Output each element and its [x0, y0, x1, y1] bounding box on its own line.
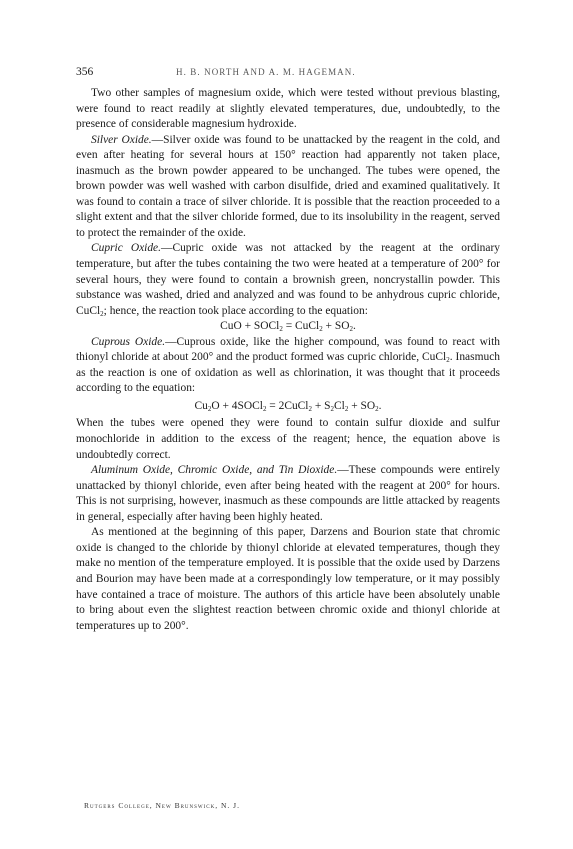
page-header	[76, 64, 500, 80]
equation-term: O + 4SOCl	[211, 399, 263, 412]
equation-term: .	[378, 399, 382, 412]
paragraph-text: . Inasmuch as the reaction is one of oxidation as well as chlorination, it was thought that it proceeds according to the equation:	[76, 351, 500, 395]
section-heading-cuprous-oxide: Cuprous Oxide.	[91, 335, 166, 348]
author-affiliation: Rutgers College, New Brunswick, N. J.	[84, 801, 240, 810]
equation-term: = 2CuCl	[266, 399, 309, 412]
paragraph-cupric-oxide	[76, 241, 500, 319]
section-heading-aluminum-chromic-tin: Aluminum Oxide, Chromic Oxide, and Tin Dioxide.	[91, 464, 338, 477]
subscript: 2	[279, 325, 283, 334]
paragraph-text: When the tubes were opened they were found to contain sulfur dioxide and sulfur monochloride in addition to the excess of the reagent; hence, the equation above is undoubtedly correct.	[76, 417, 500, 461]
subscript: 2	[262, 404, 267, 413]
equation-term: .	[352, 320, 356, 333]
paragraph-cuprous-oxide	[76, 335, 500, 397]
subscript: 2	[207, 404, 212, 413]
paragraph-text: —These compounds were entirely unattacked by thionyl chloride, even after being heated with the reagent at 200° for hours. This is not surprising, however, inasmuch as these compounds are little attacked by reagents in general, especially after having been highly heated.	[76, 464, 501, 523]
subscript: 2	[308, 404, 312, 413]
paragraph-text: —Cuprous oxide, like the higher compound, was found to react with thionyl chloride at about 200° and the product formed was cupric chloride, CuCl	[76, 335, 500, 364]
equation-term: + SO	[322, 320, 350, 333]
paragraph-magnesium-oxide	[76, 86, 500, 133]
paragraph-text: ; hence, the reaction took place according to the equation:	[103, 304, 368, 317]
paragraph-darzens-bourion	[76, 525, 500, 634]
equation-term: CuO + SOCl	[220, 320, 280, 333]
subscript: 2	[344, 404, 349, 413]
equation-term: = CuCl	[282, 320, 320, 333]
subscript: 2	[319, 325, 323, 334]
section-heading-cupric-oxide: Cupric Oxide.	[91, 242, 161, 255]
paragraph-aluminum-chromic-tin	[76, 463, 500, 525]
equation-term: Cu	[194, 399, 208, 412]
subscript: 2	[349, 325, 353, 334]
article-body	[76, 86, 500, 634]
subscript: 2	[446, 356, 450, 365]
paragraph-silver-oxide	[76, 133, 500, 242]
equation-term: Cl	[334, 399, 345, 412]
subscript: 2	[100, 309, 104, 318]
running-head: H. B. NORTH AND A. M. HAGEMAN.	[176, 67, 356, 77]
equation-cuprous	[76, 399, 500, 415]
section-heading-silver-oxide: Silver Oxide.	[91, 133, 152, 146]
equation-term: + S	[311, 399, 331, 412]
subscript: 2	[330, 404, 335, 413]
paragraph-tubes-opened	[76, 416, 500, 463]
paragraph-text: Two other samples of magnesium oxide, which were tested without previous blasting, were found to react readily at slightly elevated temperatures, due, undoubtedly, to the presence of considerable magnesium hydroxide.	[76, 87, 500, 131]
equation-term: + SO	[348, 399, 376, 412]
paragraph-text: As mentioned at the beginning of this paper, Darzens and Bourion state that chromic oxide is changed to the chloride by thionyl chloride at elevated temperatures, though they make no mention of the temperature employed. It is possible that the oxide used by Darzens and Bourion may have been made at a correspondingly low temperature, or it may possibly have contained a trace of moisture. The authors of this article have been absolutely unable to bring about even the slightest reaction between chromic oxide and thionyl chloride at temperatures up to 200°.	[76, 526, 500, 632]
paragraph-text: —Cupric oxide was not attacked by the reagent at the ordinary temperature, but after the tubes containing the two were heated at a temperature of 200° for several hours, they were found to contain a brownish green, noncrystallin powder. This substance was washed, dried and analyzed and was found to be anhydrous cupric chloride, CuCl	[76, 242, 500, 317]
page-number: 356	[76, 66, 94, 78]
subscript: 2	[375, 404, 379, 413]
paragraph-text: —Silver oxide was found to be unattacked by the reagent in the cold, and even after heating for several hours at 150° reaction had apparently not taken place, inasmuch as the brown powder appeared to be unchanged. The tubes were opened, the brown powder was well washed with carbon disulfide, dried and examined qualitatively. It was found to contain a trace of silver chloride. It is possible that the reaction proceeded to a slight extent and that the silver chloride formed, due to its insolubility in the reagent, served to protect the remainder of the oxide.	[76, 133, 500, 239]
equation-cupric	[76, 319, 500, 335]
